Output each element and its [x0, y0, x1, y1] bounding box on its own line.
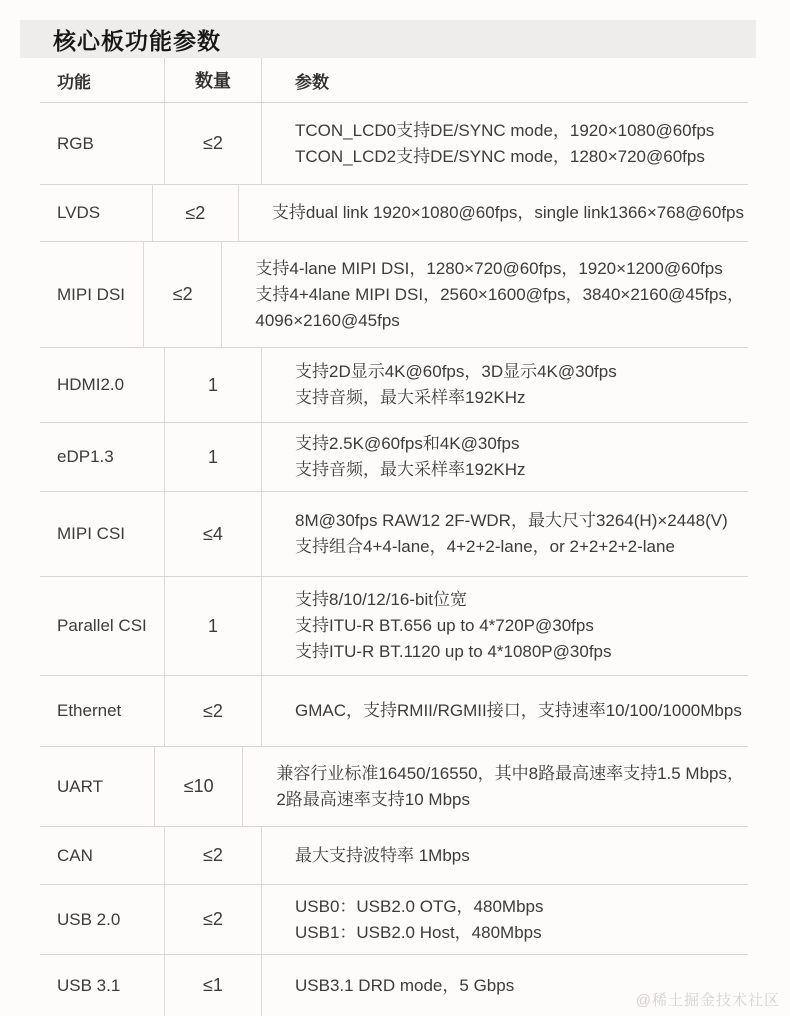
- row-quantity: ≤4: [165, 492, 262, 576]
- row-parameters-cell: [262, 885, 748, 954]
- row-quantity: ≤2: [153, 185, 239, 241]
- row-parameters: [295, 118, 714, 170]
- parameter-line: 兼容行业标准16450/16550，其中8路最高速率支持1.5 Mbps，: [276, 763, 744, 783]
- row-quantity: ≤2: [144, 242, 222, 347]
- parameter-line: 支持ITU-R BT.656 up to 4*720P@30fps: [295, 616, 594, 635]
- table-row: [40, 747, 748, 827]
- parameter-line: 4096×2160@45fps: [255, 310, 400, 330]
- row-parameters: [295, 431, 525, 483]
- row-quantity: ≤2: [165, 827, 262, 884]
- row-function: UART: [40, 747, 155, 826]
- table-body: [40, 103, 748, 1016]
- header-quantity: 数量: [165, 58, 262, 102]
- row-parameters: [295, 508, 728, 560]
- row-quantity: 1: [165, 348, 262, 422]
- row-function: USB 2.0: [40, 885, 165, 954]
- parameter-line: 8M@30fps RAW12 2F-WDR，最大尺寸3264(H)×2448(V): [295, 511, 728, 530]
- row-parameters-cell: [239, 185, 748, 241]
- header-parameters: 参数: [295, 72, 329, 92]
- table-row: [40, 103, 748, 185]
- parameter-line: 支持4+4lane MIPI DSI，2560×1600@fps，3840×2160@45fps，: [255, 284, 744, 304]
- parameter-line: 2路最高速率支持10 Mbps: [276, 789, 471, 809]
- row-parameters: [295, 894, 543, 946]
- row-quantity: ≤2: [165, 103, 262, 184]
- row-function: eDP1.3: [40, 423, 165, 491]
- table-row: [40, 827, 748, 885]
- row-parameters-cell: [222, 242, 748, 347]
- parameter-line: 支持dual link 1920×1080@60fps，single link1366×768@60fps: [271, 203, 744, 222]
- row-function: MIPI DSI: [40, 242, 144, 347]
- row-function: CAN: [40, 827, 165, 884]
- row-function: MIPI CSI: [40, 492, 165, 576]
- title-banner: [20, 20, 756, 58]
- row-quantity: 1: [165, 423, 262, 491]
- table-row: [40, 492, 748, 577]
- table-row: [40, 185, 748, 242]
- parameter-line: USB0：USB2.0 OTG，480Mbps: [295, 896, 544, 916]
- table-row: [40, 885, 748, 955]
- parameter-line: GMAC，支持RMII/RGMII接口，支持速率10/100/1000Mbps: [295, 701, 742, 720]
- row-parameters: [295, 698, 742, 724]
- row-parameters: [295, 973, 514, 999]
- row-parameters-cell: [262, 676, 748, 746]
- row-parameters-cell: [262, 577, 748, 675]
- row-parameters-cell: [243, 747, 748, 826]
- parameter-line: 支持2D显示4K@60fps，3D显示4K@30fps: [295, 362, 617, 381]
- table-row: [40, 676, 748, 747]
- row-quantity: ≤1: [165, 955, 262, 1016]
- row-parameters: [295, 843, 470, 869]
- row-quantity: 1: [165, 577, 262, 675]
- row-parameters-cell: [262, 348, 748, 422]
- row-parameters-cell: [262, 492, 748, 576]
- table-header-row: [40, 58, 748, 103]
- row-parameters-cell: [262, 423, 748, 491]
- page-title: 核心板功能参数: [53, 27, 221, 54]
- parameter-line: USB3.1 DRD mode，5 Gbps: [295, 975, 515, 995]
- parameter-line: 支持4-lane MIPI DSI，1280×720@60fps，1920×1200@60fps: [255, 258, 723, 278]
- row-parameters: [272, 200, 744, 226]
- row-parameters-cell: [262, 103, 748, 184]
- row-function: Parallel CSI: [40, 577, 165, 675]
- table-row: [40, 242, 748, 348]
- parameter-line: TCON_LCD0支持DE/SYNC mode，1920×1080@60fps: [295, 120, 715, 140]
- table-row: [40, 423, 748, 492]
- row-parameters-cell: [262, 827, 748, 884]
- table-row: [40, 577, 748, 676]
- parameter-line: 支持2.5K@60fps和4K@30fps: [295, 434, 520, 453]
- spec-table: [40, 58, 748, 1016]
- row-function: Ethernet: [40, 676, 165, 746]
- parameter-line: 支持音频，最大采样率192KHz: [295, 388, 526, 407]
- row-function: RGB: [40, 103, 165, 184]
- row-quantity: ≤2: [165, 885, 262, 954]
- watermark: @稀土掘金技术社区: [635, 992, 780, 1009]
- table-row: [40, 348, 748, 423]
- parameter-line: 支持音频，最大采样率192KHz: [295, 460, 526, 479]
- row-parameters: [295, 359, 617, 411]
- parameter-line: 支持组合4+4-lane，4+2+2-lane，or 2+2+2+2-lane: [295, 537, 675, 556]
- row-parameters: [295, 587, 612, 665]
- parameter-line: TCON_LCD2支持DE/SYNC mode，1280×720@60fps: [295, 146, 705, 166]
- row-function: USB 3.1: [40, 955, 165, 1016]
- row-function: HDMI2.0: [40, 348, 165, 422]
- row-parameters: [255, 256, 744, 334]
- row-function: LVDS: [40, 185, 153, 241]
- parameter-line: 支持ITU-R BT.1120 up to 4*1080P@30fps: [295, 642, 612, 661]
- parameter-line: 最大支持波特率 1Mbps: [295, 845, 470, 865]
- parameter-line: USB1：USB2.0 Host，480Mbps: [295, 922, 542, 942]
- parameter-line: 支持8/10/12/16-bit位宽: [295, 590, 467, 609]
- header-function: 功能: [40, 58, 165, 102]
- row-parameters: [276, 761, 744, 813]
- row-quantity: ≤2: [165, 676, 262, 746]
- row-quantity: ≤10: [155, 747, 243, 826]
